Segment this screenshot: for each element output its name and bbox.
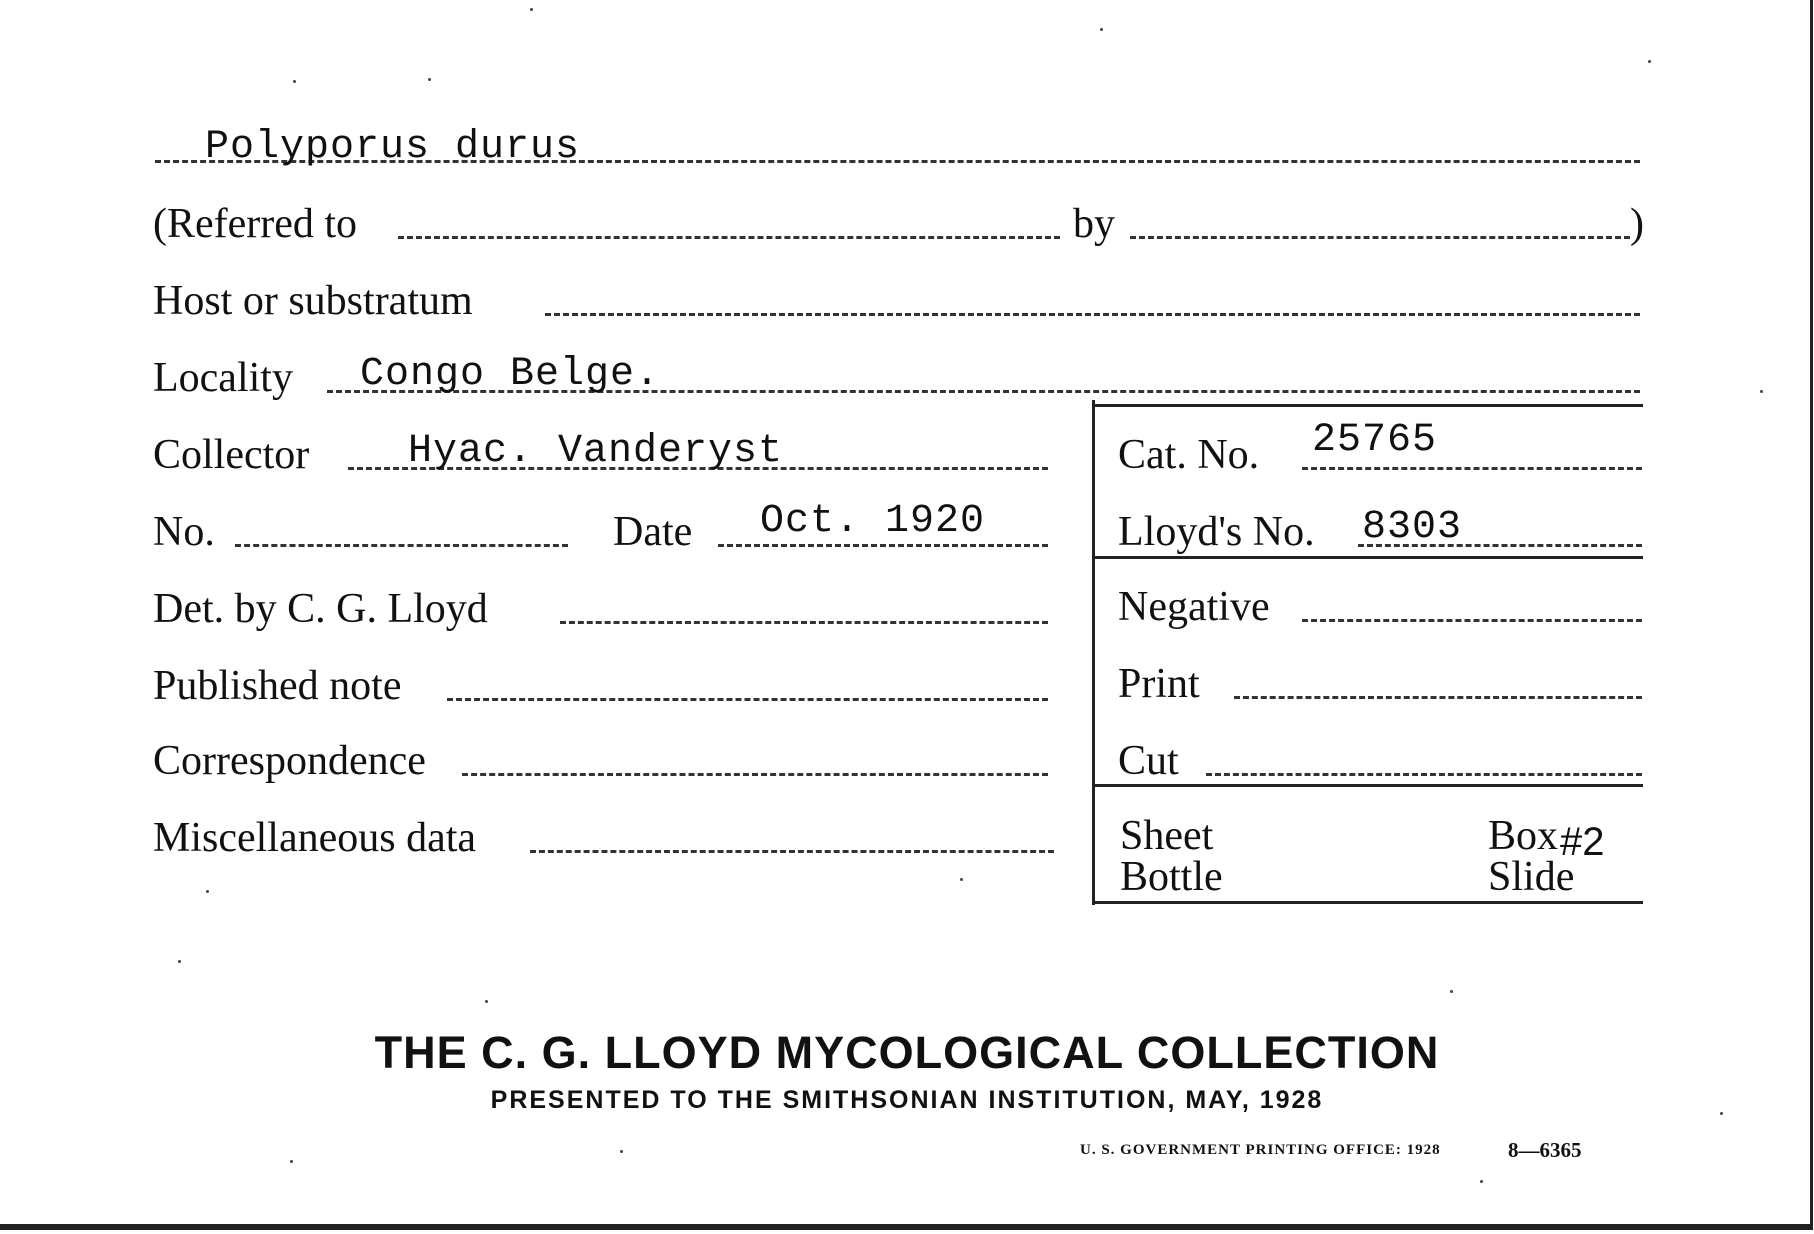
print-label: Print <box>1118 661 1200 707</box>
by-line <box>1130 236 1630 239</box>
misc-data-label: Miscellaneous data <box>153 815 477 861</box>
bottle-label: Bottle <box>1120 854 1223 900</box>
scan-speck <box>293 80 296 83</box>
scan-speck <box>1450 990 1453 993</box>
scan-speck <box>206 890 209 893</box>
det-by-label: Det. by C. G. Lloyd <box>153 586 488 632</box>
box-left-border <box>1092 400 1095 905</box>
date-value: Oct. 1920 <box>760 499 986 544</box>
box-top-border <box>1095 404 1643 407</box>
slide-label: Slide <box>1488 854 1575 900</box>
scan-speck <box>1720 1112 1723 1115</box>
scan-speck <box>485 1000 488 1003</box>
cat-no-value: 25765 <box>1312 418 1438 463</box>
close-paren: ) <box>1630 201 1644 247</box>
cut-label: Cut <box>1118 738 1179 784</box>
published-note-line <box>447 698 1048 701</box>
locality-label: Locality <box>153 355 293 401</box>
cut-line <box>1206 773 1642 776</box>
no-line <box>235 544 568 547</box>
scan-speck <box>620 1150 623 1153</box>
negative-label: Negative <box>1118 584 1270 630</box>
scan-speck <box>178 960 181 963</box>
host-line <box>545 313 1640 316</box>
host-label: Host or substratum <box>153 278 473 324</box>
collection-subtitle: PRESENTED TO THE SMITHSONIAN INSTITUTION, MAY, 1928 <box>490 1086 1324 1114</box>
det-by-line <box>560 621 1048 624</box>
scan-speck <box>290 1160 293 1163</box>
scan-speck <box>530 8 533 11</box>
collector-label: Collector <box>153 432 310 478</box>
box-divider-2 <box>1095 784 1643 787</box>
published-note-label: Published note <box>153 663 402 709</box>
sheet-label: Sheet <box>1120 813 1214 859</box>
box-bottom-border <box>1095 901 1643 904</box>
referred-to-label: (Referred to <box>153 201 358 247</box>
by-label: by <box>1073 201 1115 247</box>
locality-value: Congo Belge. <box>360 352 661 397</box>
correspondence-label: Correspondence <box>153 738 426 784</box>
cat-no-label: Cat. No. <box>1118 432 1260 478</box>
date-label: Date <box>613 509 693 555</box>
scan-speck <box>960 878 963 881</box>
correspondence-line <box>462 773 1048 776</box>
print-line <box>1234 696 1642 699</box>
cat-no-line <box>1302 467 1642 470</box>
referred-to-line <box>398 236 1060 239</box>
box-label: Box <box>1488 813 1559 859</box>
box-divider-1 <box>1095 556 1643 559</box>
scan-speck <box>1480 1180 1483 1183</box>
form-code: 8—6365 <box>1508 1138 1582 1162</box>
box-number: #2 <box>1560 820 1605 864</box>
scan-speck <box>1648 60 1651 63</box>
lloyds-no-label: Lloyd's No. <box>1118 509 1315 555</box>
species-name: Polyporus durus <box>205 125 581 170</box>
scan-speck <box>428 78 431 81</box>
collector-value: Hyac. Vanderyst <box>408 429 784 474</box>
negative-line <box>1302 619 1642 622</box>
no-label: No. <box>153 509 215 555</box>
lloyds-no-value: 8303 <box>1362 505 1463 550</box>
misc-data-line <box>530 850 1054 853</box>
scan-speck <box>1100 28 1103 31</box>
printer-imprint: U. S. GOVERNMENT PRINTING OFFICE: 1928 <box>1080 1142 1441 1158</box>
scan-speck <box>1760 390 1763 393</box>
collection-title: THE C. G. LLOYD MYCOLOGICAL COLLECTION <box>374 1027 1440 1078</box>
date-line <box>718 544 1048 547</box>
